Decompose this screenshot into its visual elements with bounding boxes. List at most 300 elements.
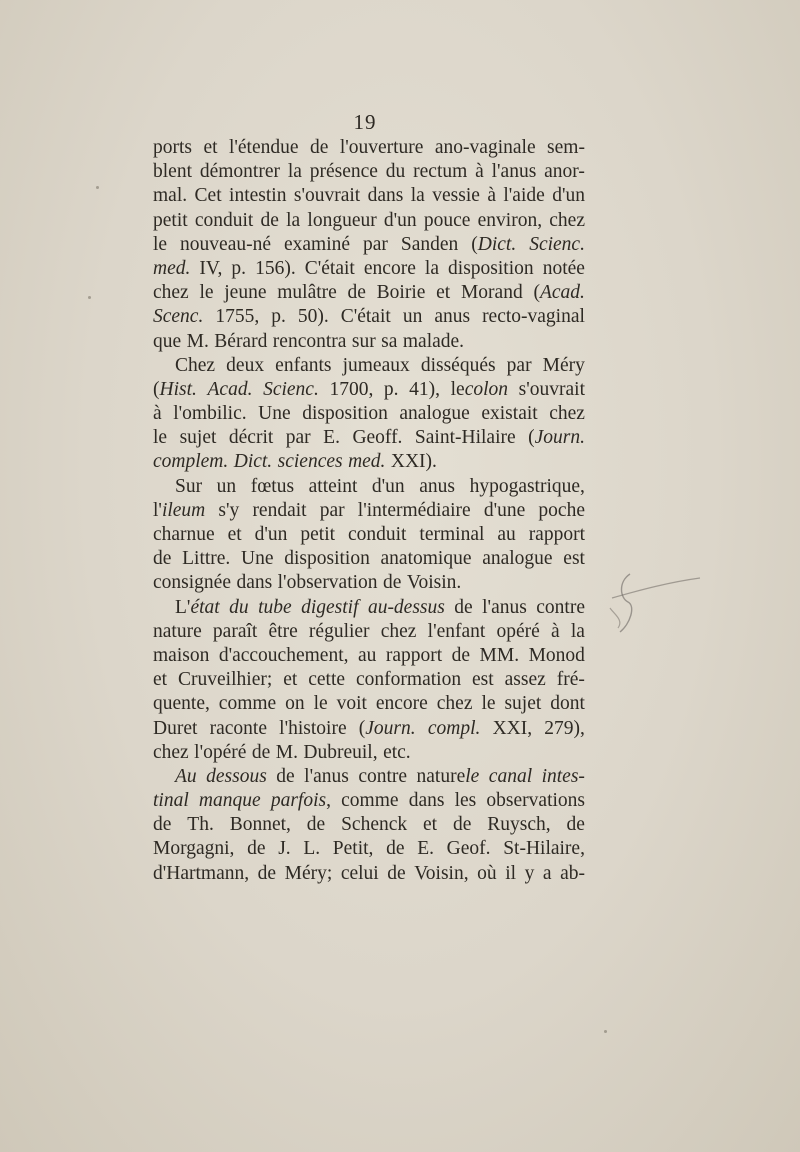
word [424,209,471,233]
word [329,378,373,402]
word [153,523,215,547]
paper-speck [604,1030,607,1033]
word [403,330,464,354]
word [228,523,242,547]
text-line [153,765,585,789]
word [255,257,296,281]
roman-text: de [309,137,329,158]
word [413,160,467,184]
text-line [153,354,585,378]
roman-text: de [276,765,295,787]
italic-text: Hist. [159,378,197,400]
roman-text: vessie [432,185,480,207]
word [215,305,259,329]
italic-text: au-dessus [367,596,445,618]
roman-text: sujet [504,693,542,715]
text-line [153,813,585,837]
word [386,160,406,184]
roman-text: cette [308,669,346,691]
italic-text: Au [175,765,197,787]
roman-text: conduit [347,524,407,545]
word [252,499,306,523]
text-line [153,571,585,595]
roman-text: sem- [547,137,585,158]
roman-text: l'intermédiaire [357,499,471,521]
word [278,571,378,595]
roman-text: de [566,814,585,836]
word [206,765,267,789]
roman-text: l'anus [304,765,349,787]
roman-text: d'un [254,524,288,545]
word [348,450,385,474]
roman-text: Geoff. [352,427,403,449]
roman-text: anor- [544,161,585,183]
roman-text: et [153,669,168,691]
word [525,862,535,886]
roman-text: Bérard [214,330,268,352]
text-line [153,523,585,547]
word [175,475,202,499]
word [571,620,585,644]
word [278,450,343,474]
roman-text: et [436,282,451,304]
roman-text: que [153,330,182,352]
word [187,813,214,837]
word [552,184,585,208]
roman-text: d'accouchement, [218,644,349,666]
roman-text: la [570,620,585,642]
word [226,354,264,378]
roman-text: atteint [308,475,358,497]
word [153,305,203,329]
word [352,330,376,354]
word [195,209,254,233]
word [543,257,585,281]
word [504,692,541,716]
italic-text: digestif [301,596,359,618]
roman-text: Voisin. [406,572,462,594]
word [417,837,434,861]
roman-text: chez [153,741,189,763]
roman-text: être [268,620,298,642]
word [372,475,405,499]
word [497,620,540,644]
word [199,789,261,813]
roman-text: l'ouverture [339,137,424,158]
word [567,813,585,837]
roman-text: à [153,403,162,425]
word [273,330,347,354]
word [304,765,349,789]
word [255,523,288,547]
word [451,378,508,402]
text-line [153,184,585,208]
italic-text: med. [348,451,386,473]
word [376,692,428,716]
word [381,547,472,571]
word [386,644,442,668]
roman-text: C'était [304,257,355,279]
text-line [153,741,585,765]
roman-text: d'une [483,499,526,521]
word [550,692,585,716]
roman-text: le [153,427,168,449]
roman-text: s'ouvrait [518,378,585,400]
word [194,741,246,765]
word [308,668,345,692]
word [391,450,437,474]
text-line [153,862,585,886]
text-line [153,499,585,523]
word [153,547,171,571]
roman-text: ( [471,233,478,255]
word [454,596,472,620]
roman-text: s'y [218,499,240,521]
roman-text: M. [275,741,298,763]
roman-text: Petit, [332,838,374,860]
word [285,862,333,886]
word [229,426,273,450]
text-line [153,136,585,160]
roman-text: est [563,548,585,570]
roman-text: le [450,378,465,400]
word [251,475,294,499]
word [180,426,217,450]
roman-text: quente, [153,693,210,715]
roman-text: Méry [542,354,585,376]
roman-text: chez [436,693,473,715]
word [286,209,300,233]
roman-text: Dubreuil, [303,741,378,763]
roman-text: par [285,427,311,449]
italic-text: colon [464,378,509,400]
word [519,378,585,402]
roman-text: conduit [194,209,254,231]
text-line [153,281,585,305]
roman-text: d'Hartmann, [153,862,250,884]
text-line [153,402,585,426]
text-line [153,620,585,644]
roman-text: il [505,862,517,884]
word [547,136,585,160]
roman-text: deux [226,354,265,376]
word [203,136,217,160]
italic-text: canal [488,765,533,787]
word [461,281,523,305]
word [175,596,220,620]
text-line [153,426,585,450]
word [241,547,274,571]
roman-text: par [506,354,532,376]
italic-text: Dict. [477,233,517,255]
roman-text: dont [550,693,585,715]
word [399,402,469,426]
roman-text: nature [416,765,466,787]
roman-text: l'opéré [194,741,247,763]
roman-text: ano-vaginale [434,137,536,158]
word [364,257,416,281]
roman-text: à [487,185,496,207]
roman-text: où [477,862,497,884]
roman-text: terminal [419,524,485,545]
word [320,499,345,523]
roman-text: de [257,862,277,884]
roman-text: M. [186,330,209,352]
word [543,862,552,886]
roman-text: MM. [479,644,520,666]
word [414,862,468,886]
word [247,837,265,861]
word [275,354,331,378]
roman-text: 279), [544,717,585,739]
word [358,644,376,668]
roman-text: encore [375,693,428,715]
roman-text: St-Hilaire, [503,838,585,860]
word [229,136,299,160]
roman-text: de [383,572,402,594]
roman-text: analogue [399,403,470,425]
roman-text: de [386,838,405,860]
roman-text: y [524,862,535,884]
word [428,717,481,741]
roman-text: la [424,257,439,279]
word [252,741,270,765]
italic-text: tinal [153,790,189,812]
roman-text: Une [258,403,291,425]
roman-text: anus [419,475,455,497]
roman-text: p. [271,306,286,328]
roman-text: examiné [283,233,351,255]
roman-text: pouce [423,209,471,231]
roman-text: ( [528,427,535,449]
roman-text: jumeaux [342,354,410,376]
word [343,354,410,378]
roman-text: Duret [153,717,198,739]
word [503,184,544,208]
roman-text: un [402,306,423,328]
roman-text: du [385,161,406,183]
roman-text: par [363,233,388,255]
roman-text: conformation [356,669,462,691]
text-line [153,789,585,813]
word [333,837,374,861]
word [358,765,407,789]
word [309,475,358,499]
paper-speck [96,186,99,189]
roman-text: paraît [212,620,258,642]
word [303,837,320,861]
roman-text: observations [486,790,585,812]
word [307,209,376,233]
word [341,862,379,886]
word [544,717,585,741]
word [432,184,480,208]
roman-text: Ruysch, [487,814,551,836]
word [401,233,458,257]
word [153,620,202,644]
italic-text: dessous [206,765,267,787]
roman-text: Morgagni, [153,838,235,860]
text-line [153,837,585,861]
roman-text: malade. [402,330,465,352]
text-line [153,596,585,620]
word [470,475,585,499]
roman-text: celui [340,862,379,884]
roman-text: charnue [153,524,215,545]
word [199,281,213,305]
word [276,765,294,789]
word [230,813,291,837]
word [229,184,286,208]
paper-speck [88,296,91,299]
word [153,692,210,716]
roman-text: de [153,814,172,836]
roman-text: le [199,282,214,304]
word [482,305,585,329]
roman-text: de [306,814,326,836]
word [363,233,388,257]
word [218,499,239,523]
text-line [153,209,585,233]
roman-text: Cruveilhier; [178,669,273,691]
word [487,813,550,837]
word [340,136,424,160]
word [305,257,355,281]
roman-text: mal. [153,185,188,207]
word [286,426,311,450]
italic-text: complem. [153,451,229,473]
word [153,281,189,305]
word [482,596,527,620]
roman-text: Geof. [446,838,491,860]
roman-text: l' [153,499,162,521]
roman-text: assez [504,669,546,691]
word [542,765,585,789]
roman-text: à [475,161,484,183]
roman-text: E. [323,427,340,449]
italic-text: état [190,596,220,618]
word [453,813,471,837]
roman-text: d'un [552,185,585,207]
roman-text: de [260,209,279,231]
roman-text: nouveau-né [180,233,272,255]
roman-text: voit [336,693,367,715]
word [153,136,192,160]
text-line [153,378,585,402]
roman-text: dans [408,790,445,812]
roman-text: le [313,693,328,715]
italic-text: tube [258,596,292,618]
text-line [153,475,585,499]
italic-text: manque [198,790,261,812]
roman-text: 50). [297,306,329,328]
roman-text: s'ouvrait [293,185,361,207]
word [187,330,209,354]
word [337,692,367,716]
roman-text: intestin [229,185,287,207]
roman-text: l'anus [491,161,537,183]
roman-text: comme [218,693,277,715]
word [348,281,366,305]
word [368,184,404,208]
roman-text: ab- [560,862,585,884]
word [153,184,187,208]
word [409,378,440,402]
italic-text: Scenc. [153,306,204,328]
roman-text: Monod [528,644,585,666]
roman-text: disposition [284,548,370,570]
word [411,184,425,208]
roman-text: notée [542,257,585,279]
word [419,523,484,547]
roman-text: p. [231,257,247,279]
roman-text: on [285,693,305,715]
roman-text: d'un [371,475,405,497]
word [551,620,560,644]
word [180,233,271,257]
word [477,862,497,886]
roman-text: les [454,790,477,812]
word [303,741,377,765]
handwritten-margin-mark [600,568,710,638]
word [386,837,404,861]
roman-text: et [283,669,298,691]
word [153,717,197,741]
roman-text: anus [434,306,471,328]
word [284,233,350,257]
word [298,305,329,329]
word [153,837,234,861]
roman-text: petit [153,209,188,231]
word [352,426,402,450]
word [359,717,416,741]
word [383,741,411,765]
text-line [153,644,585,668]
italic-text: Journ. [534,427,585,449]
roman-text: et [203,137,218,158]
text-line [153,305,585,329]
roman-text: sa [381,330,398,352]
word [563,547,585,571]
italic-text: med. [153,257,191,279]
roman-text: rendait [252,499,307,521]
word [178,668,272,692]
word [153,499,205,523]
roman-text: ( [358,717,366,739]
word [472,668,494,692]
italic-text: compl. [427,717,481,739]
roman-text: C'était [340,306,391,328]
roman-text: de [247,838,266,860]
word [436,281,450,305]
roman-text: de [153,548,172,570]
word [195,184,222,208]
word [302,402,388,426]
roman-text: maison [153,644,210,666]
roman-text: longueur [307,209,377,231]
text-line [153,717,585,741]
roman-text: le [153,233,168,255]
roman-text: nature [153,620,202,642]
roman-text: blent [153,161,192,183]
roman-text: dans [367,185,404,207]
italic-text: Scienc. [263,378,319,400]
word [175,765,197,789]
word [480,644,520,668]
roman-text: la [286,209,301,231]
roman-text: a [542,862,552,884]
word [377,281,426,305]
